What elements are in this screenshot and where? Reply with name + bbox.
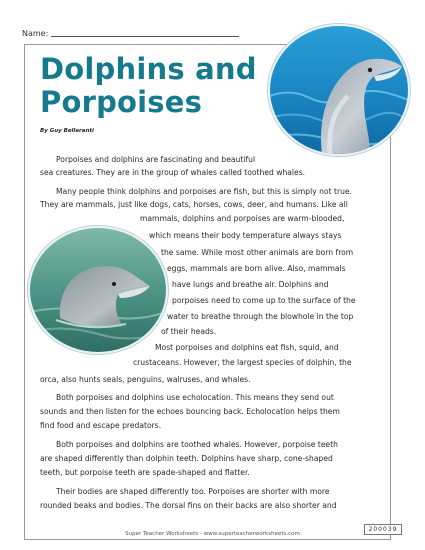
article-line: the same. While most other animals are born from xyxy=(161,248,354,257)
article-line: crustaceans. However, the largest species of dolphin, the xyxy=(133,358,352,367)
article-line: Their bodies are shaped differently too. Porpoises are shorter with more xyxy=(56,487,330,496)
name-field xyxy=(22,29,239,38)
name-blank-line xyxy=(51,36,239,37)
article-line: Both porpoises and dolphins use echolocation. This means they send out xyxy=(56,393,334,402)
article-line: which means their body temperature always stays xyxy=(149,231,342,240)
article-line: Many people think dolphins and porpoises are fish, but this is simply not true. xyxy=(56,187,352,196)
article-line: teeth, but porpoise teeth are spade-shaped and flatter. xyxy=(40,468,250,477)
article-line: orca, also hunts seals, penguins, walruses, and whales. xyxy=(40,375,251,384)
byline: By Guy Belleranti xyxy=(40,128,94,134)
page-title xyxy=(40,53,257,119)
article-line: porpoises need to come up to the surface of the xyxy=(172,296,356,305)
article-line: sea creatures. They are in the group of whales called toothed whales. xyxy=(40,168,306,177)
article-line: have lungs and breathe air. Dolphins and xyxy=(172,280,329,289)
article-line: are shaped differently than dolphin teeth. Dolphins have sharp, cone-shaped xyxy=(40,454,333,463)
article-line: water to breathe through the blowhole in the top xyxy=(167,312,354,321)
footer-credit: Super Teacher Worksheets - www.superteacherworksheets.com xyxy=(125,531,300,537)
article-line: They are mammals, just like dogs, cats, horses, cows, deer, and humans. Like all xyxy=(40,200,348,209)
worksheet-code: 200039 xyxy=(364,524,402,535)
dolphin-photo xyxy=(268,24,410,156)
article-line: eggs, mammals are born alive. Also, mammals xyxy=(167,264,346,273)
article-line: sounds and then listen for the echoes bouncing back. Echolocation helps them xyxy=(40,407,340,416)
name-label: Name: xyxy=(22,29,49,38)
title-line-1: Dolphins and xyxy=(40,52,257,86)
article-line: Both porpoises and dolphins are toothed whales. However, porpoise teeth xyxy=(56,440,338,449)
article-line: rounded beaks and bodies. The dorsal fins on their backs are also shorter and xyxy=(40,501,337,510)
porpoise-photo xyxy=(28,226,168,354)
title-line-2: Porpoises xyxy=(40,85,203,119)
article-line: find food and escape predators. xyxy=(40,421,162,430)
article-line: Most porpoises and dolphins eat fish, squid, and xyxy=(155,343,339,352)
article-line: of their heads. xyxy=(161,327,217,336)
article-line: mammals, dolphins and porpoises are warm-blooded, xyxy=(140,214,345,223)
article-line: Porpoises and dolphins are fascinating and beautiful xyxy=(56,155,256,164)
